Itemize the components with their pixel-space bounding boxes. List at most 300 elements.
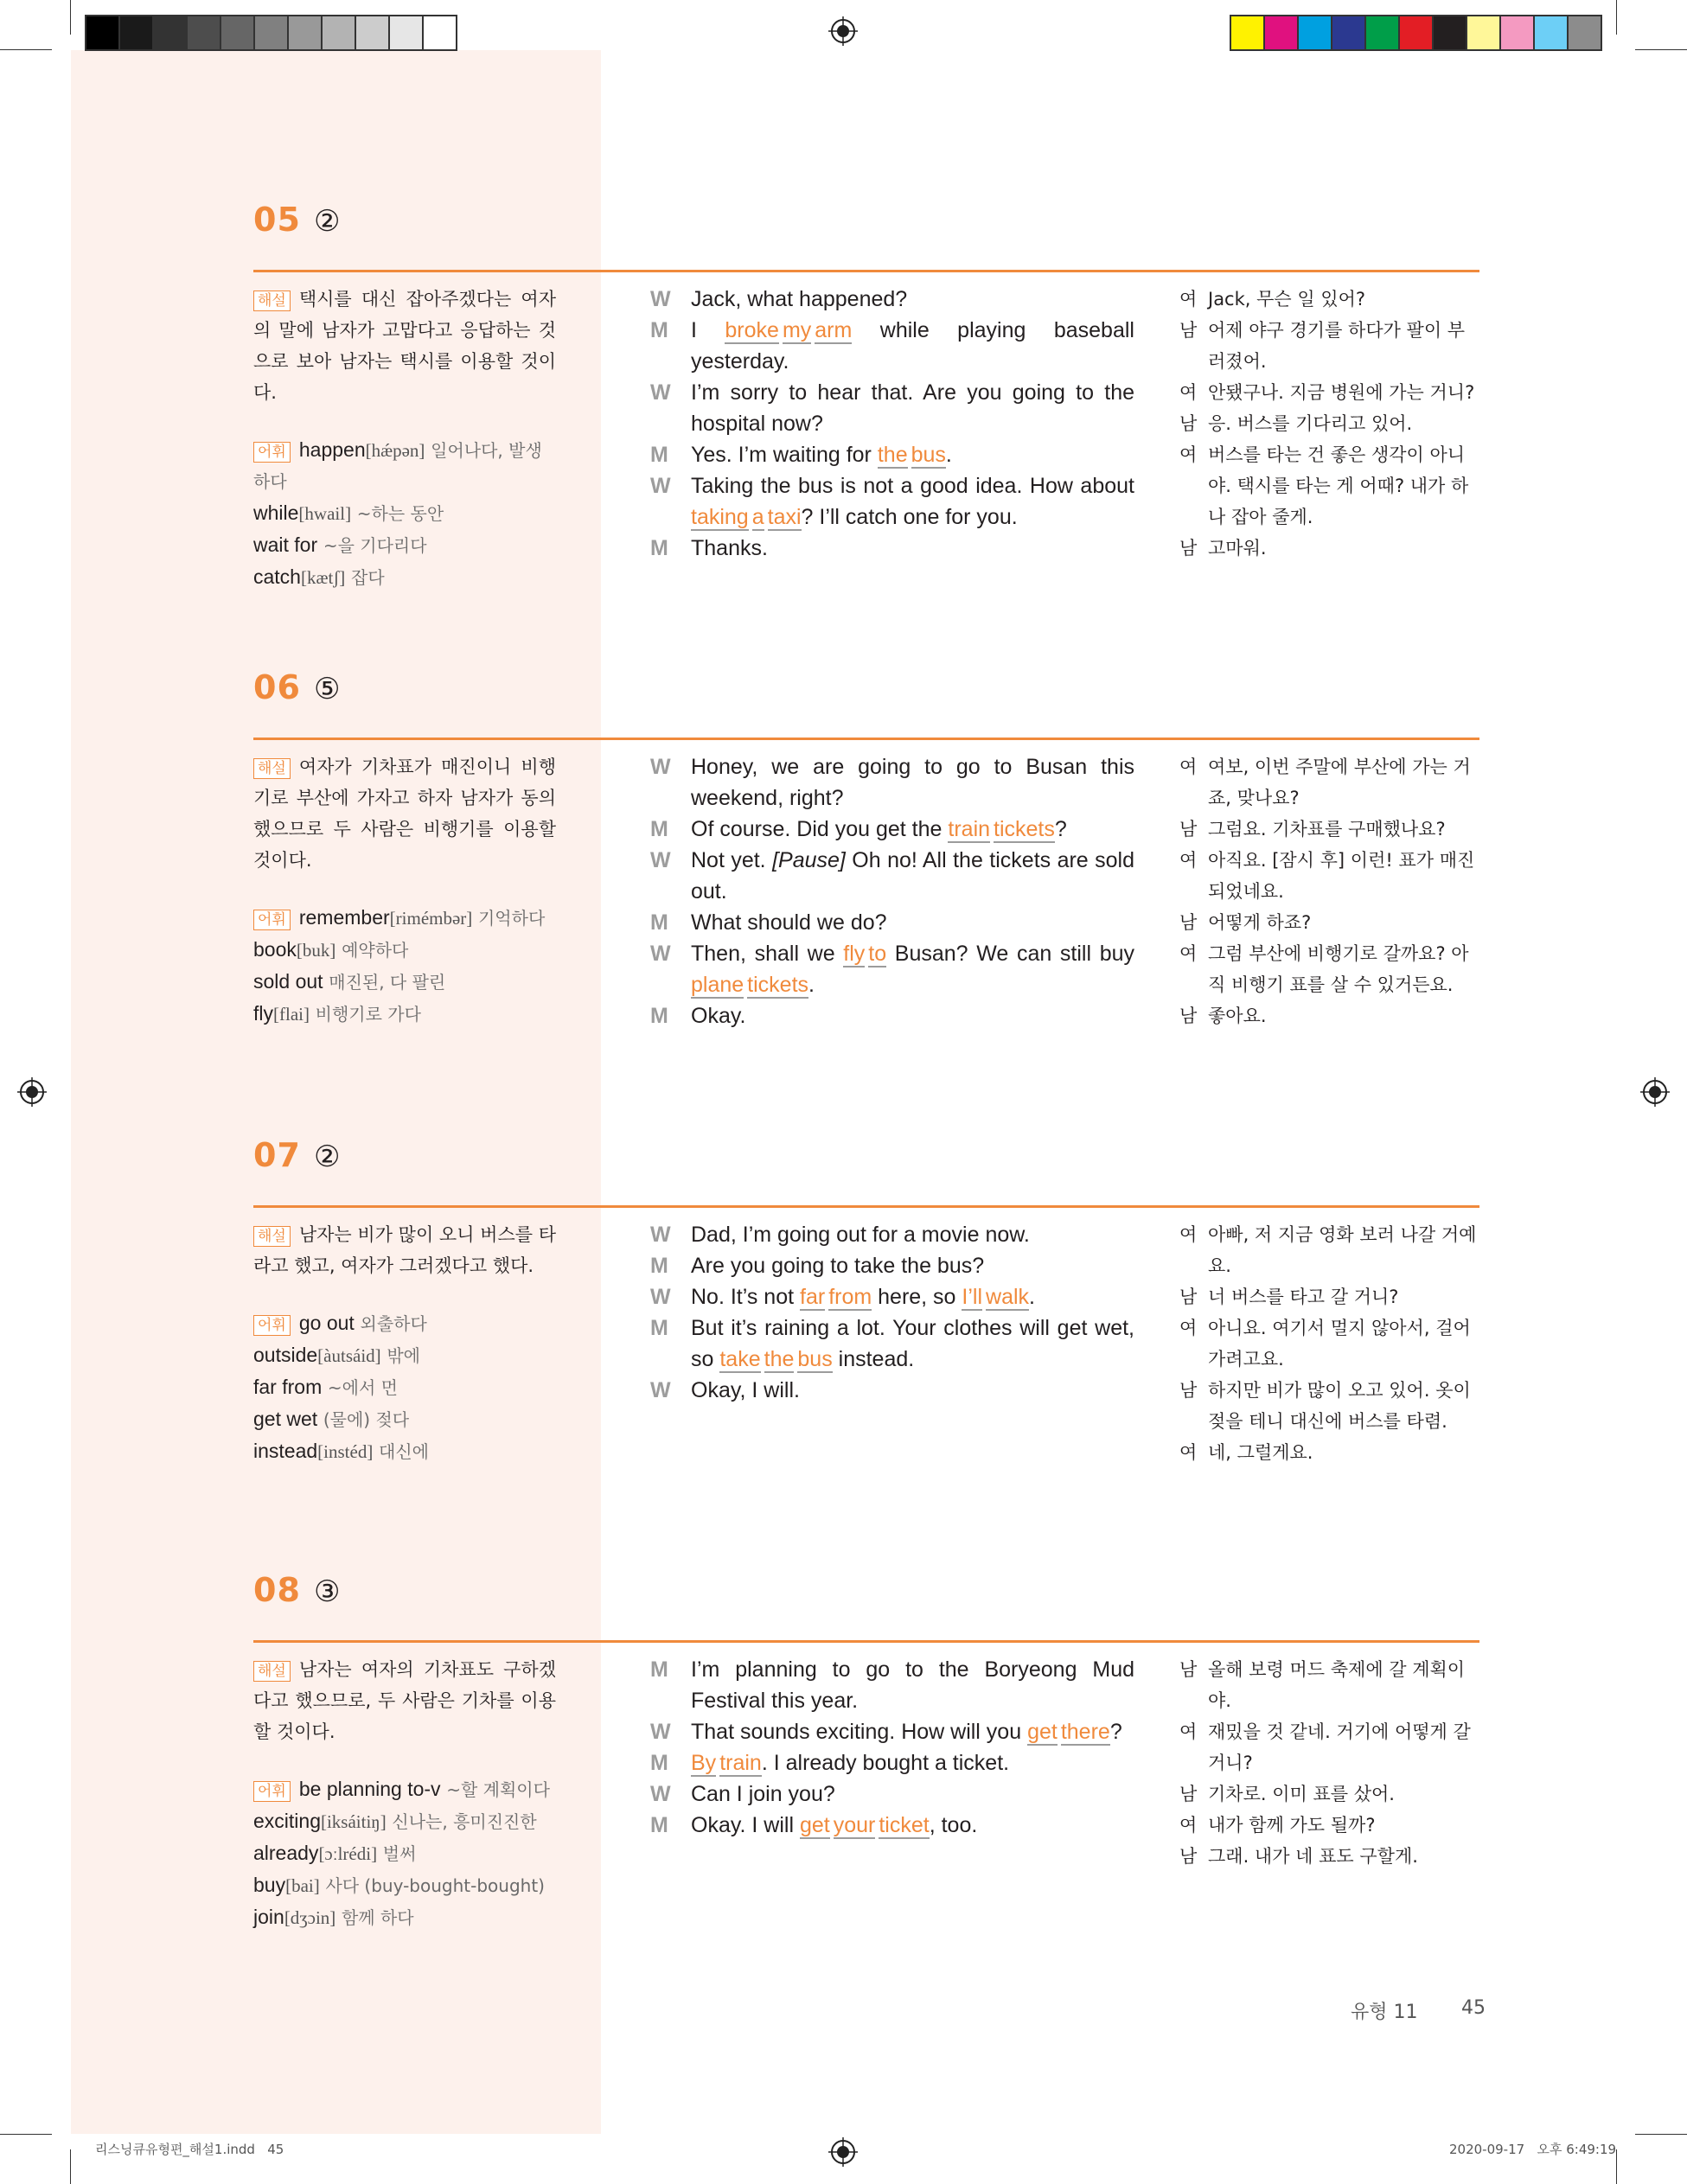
speaker-label: 여 — [1179, 850, 1198, 871]
speaker-label: 여 — [1179, 289, 1198, 310]
dialogue-segment: Thanks. — [691, 536, 768, 560]
color-swatch — [120, 16, 154, 49]
dialogue-text — [691, 814, 1134, 845]
vocab-item — [253, 902, 556, 934]
dialogue-text — [691, 377, 1134, 439]
vocab-meaning: 일어나다, 발생하다 — [253, 440, 542, 492]
vocab-item — [253, 497, 556, 529]
dialogue-text — [691, 1312, 1134, 1375]
question-number: 08 — [253, 1571, 301, 1609]
vocab-meaning: 신나는, 흥미진진한 — [392, 1811, 537, 1832]
explanation-body: 여자가 기차표가 매진이니 비행기로 부산에 가자고 하자 남자가 동의했으므로 두 사람은 비행기를 이용할 것이다. — [253, 757, 556, 871]
registration-mark-top — [828, 16, 858, 46]
dialogue-segment: Jack, what happened? — [691, 287, 908, 311]
explanation-tag: 해설 — [253, 1226, 291, 1247]
vocab-item — [253, 934, 556, 966]
speaker-label: 여 — [1179, 1815, 1198, 1836]
color-swatch — [356, 16, 390, 49]
dictation-blank: take — [719, 1347, 761, 1371]
crop-mark — [70, 0, 71, 35]
dictation-blank: get — [1027, 1720, 1058, 1744]
vocab-word: remember — [298, 906, 390, 929]
vocab-word: buy — [253, 1874, 286, 1896]
translation-text: 그럼 부산에 비행기로 갈까요? 아직 비행기 표를 살 수 있거든요. — [1208, 943, 1469, 995]
dialogue-line — [650, 533, 1134, 564]
dialogue-segment: What should we do? — [691, 910, 887, 935]
dialogue-line — [650, 938, 1134, 1000]
dialogue-segment: ? — [1109, 1720, 1122, 1744]
section-header — [253, 1136, 1479, 1208]
dialogue-segment: Taking the bus is not a good idea. How about — [691, 474, 1134, 498]
vocab-meaning: 사다 (buy-bought-bought) — [325, 1875, 545, 1896]
dictation-blank: By — [691, 1751, 717, 1775]
vocab-meaning: (물에) 젖다 — [323, 1409, 410, 1430]
translation-text: 너 버스를 타고 갈 거니? — [1208, 1287, 1399, 1307]
explanation-tag: 해설 — [253, 1661, 291, 1682]
translation-text: 아직요. [잠시 후] 이런! 표가 매진되었네요. — [1208, 850, 1475, 902]
speaker-label: 남 — [1179, 1784, 1198, 1804]
translation-text: 하지만 비가 많이 오고 있어. 옷이 젖을 테니 대신에 버스를 타렴. — [1208, 1380, 1471, 1432]
dialogue-text — [691, 845, 1134, 907]
translation-line — [1179, 1281, 1482, 1312]
vocab-pronunciation: [instéd] — [317, 1441, 374, 1462]
color-swatch — [1434, 16, 1467, 49]
vocab-item — [253, 561, 556, 593]
translation-text: 응. 버스를 기다리고 있어. — [1208, 413, 1413, 434]
speaker-label: W — [650, 1720, 671, 1744]
speaker-label: 여 — [1179, 1721, 1198, 1742]
translation-text: 아빠, 저 지금 영화 보러 나갈 거예요. — [1208, 1224, 1477, 1276]
translation-text: 내가 함께 가도 될까? — [1208, 1815, 1376, 1836]
dialogue-segment: Dad, I’m going out for a movie now. — [691, 1223, 1030, 1247]
vocabulary-list — [253, 1307, 556, 1467]
vocab-item — [253, 1435, 556, 1467]
vocab-pronunciation: [bai] — [285, 1875, 320, 1896]
translation-line — [1179, 1437, 1482, 1468]
dialogue-text — [691, 1747, 1134, 1778]
speaker-label: W — [650, 287, 671, 311]
vocab-item — [253, 1339, 556, 1371]
color-swatch — [424, 16, 456, 49]
vocab-word: instead — [253, 1440, 318, 1462]
dialogue-line — [650, 284, 1134, 315]
speaker-label: M — [650, 1254, 668, 1278]
vocab-pronunciation: [ɔːlrédi] — [318, 1843, 378, 1864]
vocabulary-tag: 어휘 — [253, 442, 291, 463]
translation-line — [1179, 408, 1482, 439]
speaker-label: W — [650, 1378, 671, 1402]
dialogue-segment: Then, shall we — [691, 942, 844, 966]
english-dialogue — [650, 284, 1134, 564]
color-swatch — [1332, 16, 1366, 49]
color-swatch — [1366, 16, 1400, 49]
speaker-label: 여 — [1179, 382, 1198, 403]
speaker-label: M — [650, 910, 668, 935]
speaker-label: M — [650, 817, 668, 841]
speaker-label: 남 — [1179, 1380, 1198, 1401]
vocab-word: happen — [298, 438, 366, 461]
dialogue-segment: Okay. I will — [691, 1813, 800, 1837]
dialogue-segment: while playing baseball yesterday. — [691, 318, 1134, 374]
translation-text: 버스를 타는 건 좋은 생각이 아니야. 택시를 타는 게 어때? 내가 하나 잡아 줄게. — [1208, 444, 1469, 527]
vocab-word: exciting — [253, 1810, 321, 1832]
vocab-meaning: ~을 기다리다 — [323, 535, 427, 556]
explanation-block — [253, 1219, 556, 1467]
translation-text: 기차로. 이미 표를 샀어. — [1208, 1784, 1395, 1804]
color-swatch — [154, 16, 188, 49]
vocab-item — [253, 1901, 556, 1933]
vocab-item — [253, 1307, 556, 1339]
section-header — [253, 1571, 1479, 1643]
korean-translation — [1179, 1654, 1482, 1872]
vocab-word: catch — [253, 565, 301, 588]
dialogue-segment: No. It’s not — [691, 1285, 800, 1309]
speaker-label: 여 — [1179, 943, 1198, 964]
vocabulary-tag: 어휘 — [253, 910, 291, 930]
dialogue-segment: Can I join you? — [691, 1782, 835, 1806]
speaker-label: 남 — [1179, 1287, 1198, 1307]
translation-text: 올해 보령 머드 축제에 갈 계획이야. — [1208, 1659, 1466, 1711]
dictation-blank: taking — [691, 505, 749, 529]
dialogue-text — [691, 1375, 1134, 1406]
question-number: 06 — [253, 668, 301, 706]
color-swatch — [1231, 16, 1265, 49]
explanation-text — [253, 1219, 556, 1281]
dialogue-text — [691, 938, 1134, 1000]
dialogue-segment: Of course. Did you get the — [691, 817, 949, 841]
explanation-body: 남자는 비가 많이 오니 버스를 타라고 했고, 여자가 그러겠다고 했다. — [253, 1224, 556, 1276]
dialogue-line — [650, 1747, 1134, 1778]
section-header — [253, 668, 1479, 740]
vocab-item — [253, 434, 556, 497]
dialogue-segment: Honey, we are going to go to Busan this weekend, right? — [691, 755, 1134, 810]
dialogue-text — [691, 470, 1134, 533]
speaker-label: W — [650, 1285, 671, 1309]
crop-mark — [1635, 49, 1687, 50]
translation-line — [1179, 845, 1482, 907]
dictation-blank: the — [764, 1347, 795, 1371]
vocab-item — [253, 966, 556, 998]
translation-line — [1179, 938, 1482, 1000]
translation-text: 재밌을 것 같네. 거기에 어떻게 갈 거니? — [1208, 1721, 1471, 1773]
dialogue-line — [650, 377, 1134, 439]
explanation-text — [253, 751, 556, 876]
translation-line — [1179, 1716, 1482, 1778]
color-swatch — [221, 16, 255, 49]
dialogue-text — [691, 315, 1134, 377]
dictation-blank: walk — [986, 1285, 1030, 1309]
color-swatch — [1299, 16, 1332, 49]
vocab-word: go out — [298, 1312, 355, 1334]
vocab-word: fly — [253, 1002, 273, 1025]
speaker-label: 남 — [1179, 912, 1198, 933]
translation-text: 안됐구나. 지금 병원에 가는 거니? — [1208, 382, 1475, 403]
english-dialogue — [650, 1219, 1134, 1406]
color-swatch — [86, 16, 120, 49]
color-swatch — [1467, 16, 1501, 49]
translation-line — [1179, 1810, 1482, 1841]
vocab-meaning: ~하는 동안 — [356, 503, 444, 524]
dictation-blank: broke — [725, 318, 779, 342]
color-swatch — [289, 16, 323, 49]
vocabulary-tag: 어휘 — [253, 1315, 291, 1336]
dialogue-segment: ? I’ll catch one for you. — [801, 505, 1018, 529]
dialogue-segment: I’m sorry to hear that. Are you going to the hospital now? — [691, 380, 1134, 436]
speaker-label: M — [650, 1813, 668, 1837]
vocab-meaning: 예약하다 — [342, 940, 409, 961]
dictation-blank: tickets — [747, 973, 809, 997]
translation-text: 아니요. 여기서 멀지 않아서, 걸어가려고요. — [1208, 1318, 1471, 1370]
dialogue-line — [650, 1250, 1134, 1281]
vocab-pronunciation: [iksáitiŋ] — [320, 1811, 387, 1832]
dictation-blank: far — [800, 1285, 826, 1309]
stage-direction: [Pause] — [772, 848, 846, 872]
translation-line — [1179, 1778, 1482, 1810]
speaker-label: W — [650, 1782, 671, 1806]
speaker-label: 남 — [1179, 538, 1198, 559]
vocab-meaning: 비행기로 가다 — [315, 1004, 421, 1025]
dialogue-segment: Not yet. — [691, 848, 773, 872]
vocab-item — [253, 1371, 556, 1403]
vocabulary-tag: 어휘 — [253, 1781, 291, 1802]
dialogue-segment: . I already bought a ticket. — [761, 1751, 1010, 1775]
vocab-pronunciation: [buk] — [296, 940, 336, 961]
dialogue-segment: Okay. — [691, 1004, 746, 1028]
vocab-item — [253, 1837, 556, 1869]
speaker-label: M — [650, 1657, 668, 1682]
speaker-label: 남 — [1179, 413, 1198, 434]
translation-line — [1179, 814, 1482, 845]
translation-text: 네, 그럴게요. — [1208, 1442, 1313, 1463]
dialogue-segment: But it’s raining a lot. Your clothes will get wet, so — [691, 1316, 1134, 1371]
answer-choice: ⑤ — [314, 673, 341, 706]
vocab-meaning: 매진된, 다 팔린 — [329, 972, 446, 993]
dialogue-line — [650, 1375, 1134, 1406]
korean-translation — [1179, 284, 1482, 564]
vocabulary-list — [253, 1773, 556, 1933]
translation-line — [1179, 284, 1482, 315]
vocab-word: sold out — [253, 970, 323, 993]
dialogue-segment: That sounds exciting. How will you — [691, 1720, 1028, 1744]
explanation-block — [253, 751, 556, 1030]
dialogue-line — [650, 315, 1134, 377]
dialogue-text — [691, 1000, 1134, 1031]
vocab-meaning: 기억하다 — [477, 908, 546, 929]
speaker-label: 여 — [1179, 757, 1198, 777]
speaker-label: 남 — [1179, 819, 1198, 840]
translation-text: 어제 야구 경기를 하다가 팔이 부러졌어. — [1208, 320, 1466, 372]
dialogue-segment: Are you going to take the bus? — [691, 1254, 985, 1278]
dialogue-line — [650, 751, 1134, 814]
dialogue-line — [650, 1281, 1134, 1312]
vocab-pronunciation: [hwail] — [298, 503, 352, 524]
answer-choice: ② — [314, 205, 341, 238]
dialogue-text — [691, 439, 1134, 470]
page-number: 45 — [1461, 1997, 1486, 2019]
registration-mark-right — [1640, 1077, 1670, 1107]
speaker-label: W — [650, 942, 671, 966]
korean-translation — [1179, 1219, 1482, 1468]
dialogue-text — [691, 751, 1134, 814]
dialogue-text — [691, 907, 1134, 938]
type-label: 유형 11 — [1351, 2002, 1418, 2023]
dictation-blank: there — [1060, 1720, 1110, 1744]
vocab-meaning: 잡다 — [351, 567, 385, 588]
vocab-item — [253, 998, 556, 1030]
dictation-blank: ticket — [879, 1813, 930, 1837]
explanation-tag: 해설 — [253, 758, 291, 779]
explanation-tag: 해설 — [253, 291, 291, 311]
korean-translation — [1179, 751, 1482, 1031]
dialogue-text — [691, 1281, 1134, 1312]
speaker-label: 남 — [1179, 320, 1198, 341]
speaker-label: W — [650, 474, 671, 498]
vocab-word: get wet — [253, 1408, 318, 1430]
crop-mark — [0, 49, 52, 50]
translation-line — [1179, 533, 1482, 564]
vocab-meaning: ~할 계획이다 — [446, 1779, 550, 1800]
speaker-label: M — [650, 443, 668, 467]
dialogue-line — [650, 470, 1134, 533]
color-swatch — [1400, 16, 1434, 49]
registration-mark-left — [17, 1077, 47, 1107]
dialogue-line — [650, 1810, 1134, 1841]
dialogue-segment: . — [808, 973, 815, 997]
dialogue-segment: I’m planning to go to the Boryeong Mud Festival this year. — [691, 1657, 1134, 1713]
dialogue-line — [650, 907, 1134, 938]
dictation-blank: to — [868, 942, 887, 966]
translation-line — [1179, 1841, 1482, 1872]
speaker-label: 여 — [1179, 1224, 1198, 1245]
explanation-text — [253, 1654, 556, 1747]
dialogue-text — [691, 284, 1134, 315]
dictation-blank: I’ll — [962, 1285, 983, 1309]
dialogue-line — [650, 439, 1134, 470]
slug-filename: 리스닝큐유형편_해설1.indd 45 — [95, 2142, 284, 2157]
vocab-word: wait for — [253, 533, 318, 556]
vocab-word: far from — [253, 1376, 323, 1398]
dialogue-segment: . — [1029, 1285, 1035, 1309]
dialogue-line — [650, 1312, 1134, 1375]
dialogue-segment: here, so — [872, 1285, 962, 1309]
vocab-meaning: 벌써 — [382, 1843, 417, 1864]
dictation-blank: the — [877, 443, 908, 467]
translation-line — [1179, 1219, 1482, 1281]
dialogue-text — [691, 1654, 1134, 1716]
crop-mark — [0, 2134, 52, 2135]
speaker-label: 여 — [1179, 1318, 1198, 1338]
gray-color-bar — [85, 15, 457, 51]
dictation-blank: get — [799, 1813, 830, 1837]
speaker-label: W — [650, 755, 671, 779]
speaker-label: M — [650, 536, 668, 560]
translation-text: Jack, 무슨 일 있어? — [1208, 289, 1366, 310]
vocab-pronunciation: [dʒɔin] — [284, 1907, 336, 1928]
dialogue-segment: Busan? We can still buy — [886, 942, 1134, 966]
translation-line — [1179, 1654, 1482, 1716]
dialogue-segment: Okay, I will. — [691, 1378, 800, 1402]
dictation-blank: train — [948, 817, 991, 841]
explanation-body: 남자는 여자의 기차표도 구하겠다고 했으므로, 두 사람은 기차를 이용할 것이다. — [253, 1659, 556, 1742]
dialogue-text — [691, 1778, 1134, 1810]
color-swatch — [1569, 16, 1601, 49]
speaker-label: 남 — [1179, 1846, 1198, 1867]
translation-line — [1179, 1375, 1482, 1437]
dialogue-segment: , too. — [929, 1813, 978, 1837]
speaker-label: M — [650, 318, 668, 342]
dictation-blank: bus — [797, 1347, 833, 1371]
vocab-item — [253, 1403, 556, 1435]
vocab-pronunciation: [àutsáid] — [317, 1345, 381, 1366]
translation-line — [1179, 377, 1482, 408]
dialogue-segment: . — [945, 443, 952, 467]
dictation-blank: fly — [843, 942, 866, 966]
dialogue-line — [650, 1778, 1134, 1810]
crop-mark — [1635, 2134, 1687, 2135]
section-header — [253, 201, 1479, 272]
dictation-blank: arm — [815, 318, 853, 342]
dialogue-text — [691, 1810, 1134, 1841]
speaker-label: W — [650, 380, 671, 405]
vocab-meaning: 외출하다 — [360, 1313, 427, 1334]
vocab-meaning: 함께 하다 — [341, 1907, 414, 1928]
translation-line — [1179, 1000, 1482, 1031]
color-swatch — [323, 16, 356, 49]
speaker-label: 여 — [1179, 444, 1198, 465]
dialogue-line — [650, 845, 1134, 907]
speaker-label: 여 — [1179, 1442, 1198, 1463]
dictation-blank: bus — [911, 443, 946, 467]
dialogue-segment: Oh no! All the tickets are sold out. — [691, 848, 1134, 904]
vocab-item — [253, 1805, 556, 1837]
color-swatch — [255, 16, 289, 49]
vocab-meaning: ~에서 먼 — [327, 1377, 398, 1398]
crop-mark — [1616, 2149, 1617, 2184]
color-swatch — [390, 16, 424, 49]
vocab-word: already — [253, 1842, 319, 1864]
translation-text: 그럼요. 기차표를 구매했나요? — [1208, 819, 1446, 840]
translation-text: 여보, 이번 주말에 부산에 가는 거죠, 맞나요? — [1208, 757, 1471, 808]
dialogue-text — [691, 1716, 1134, 1747]
dictation-blank: my — [782, 318, 812, 342]
cmyk-color-bar — [1230, 15, 1602, 51]
translation-line — [1179, 315, 1482, 377]
color-swatch — [1535, 16, 1569, 49]
dialogue-line — [650, 1219, 1134, 1250]
vocab-pronunciation: [hǽpən] — [365, 440, 425, 461]
speaker-label: M — [650, 1751, 668, 1775]
vocab-item — [253, 1773, 556, 1805]
dialogue-segment: Yes. I’m waiting for — [691, 443, 878, 467]
speaker-label: M — [650, 1316, 668, 1340]
dictation-blank: a — [751, 505, 764, 529]
translation-text: 고마워. — [1208, 538, 1267, 559]
dictation-blank: from — [828, 1285, 872, 1309]
answer-choice: ③ — [314, 1575, 341, 1608]
dictation-blank: tickets — [994, 817, 1055, 841]
vocab-item — [253, 1869, 556, 1901]
translation-text: 좋아요. — [1208, 1006, 1267, 1026]
dialogue-segment: I — [691, 318, 725, 342]
crop-mark — [1616, 0, 1617, 35]
vocabulary-list — [253, 902, 556, 1030]
dialogue-text — [691, 533, 1134, 564]
registration-mark-bottom — [828, 2137, 858, 2167]
speaker-label: M — [650, 1004, 668, 1028]
dialogue-line — [650, 1654, 1134, 1716]
translation-line — [1179, 751, 1482, 814]
vocab-word: while — [253, 501, 299, 524]
